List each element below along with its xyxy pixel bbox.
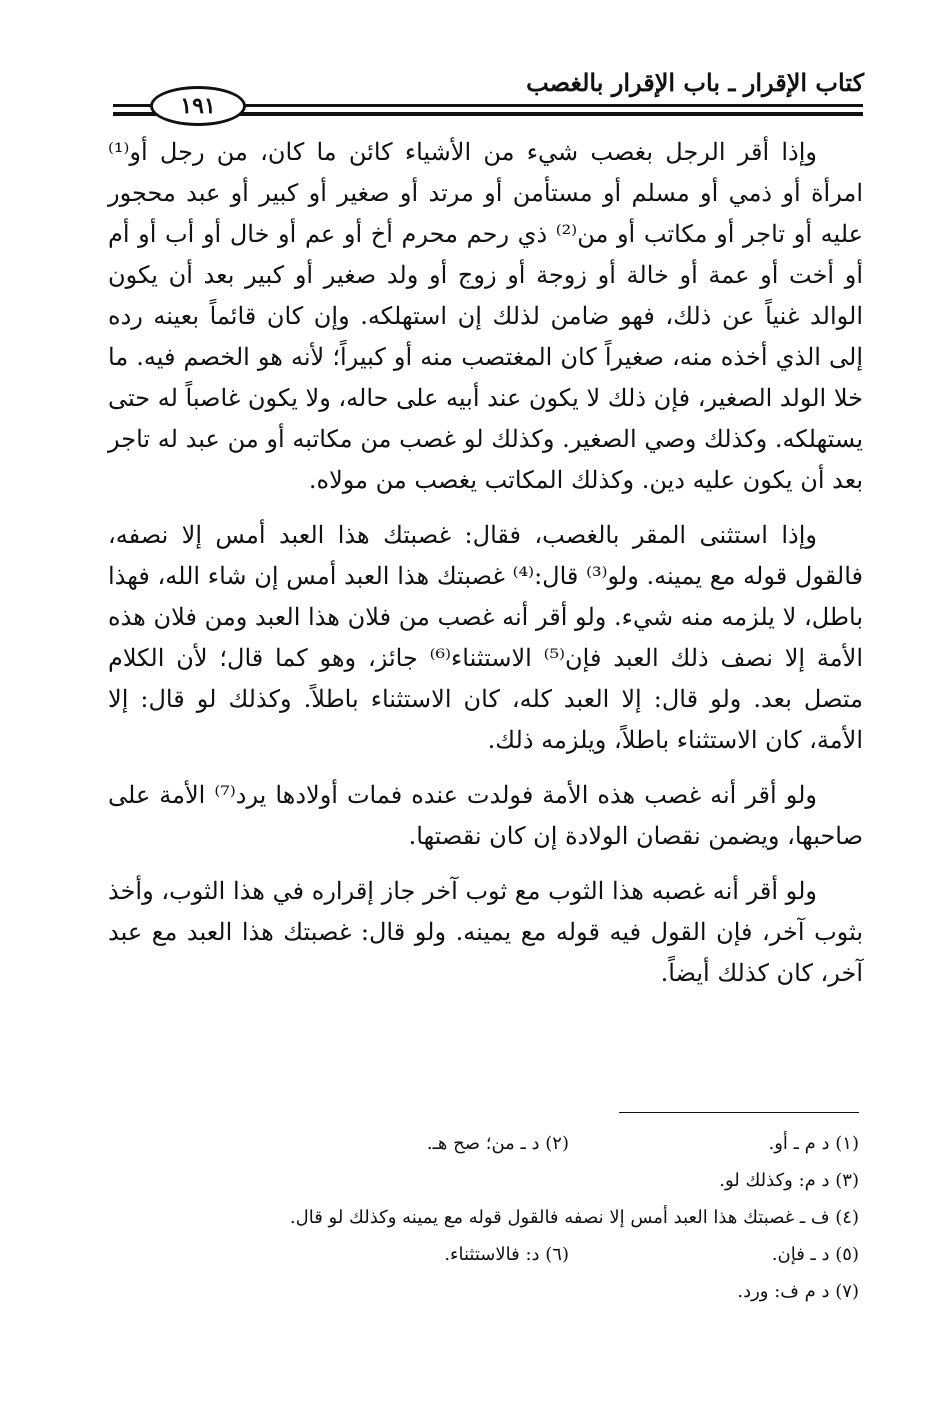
footnote: [279, 1236, 569, 1273]
running-header: كتاب الإقرار ـ باب الإقرار بالغصب: [526, 68, 864, 97]
footnote-text: د م: وكذلك لو.: [719, 1170, 830, 1191]
footnote: [99, 1162, 859, 1199]
footnote-text: د ـ من؛ صح هـ.: [426, 1133, 540, 1154]
footnote-row: [99, 1273, 859, 1310]
footnote-row: [99, 1236, 859, 1273]
footnote-text: د م ف: ورد.: [737, 1281, 830, 1302]
footnote-row: [99, 1125, 859, 1162]
footnotes: [99, 1125, 859, 1310]
main-text: [108, 132, 863, 994]
footnote-separator: [619, 1112, 859, 1113]
footnote-number: (٣): [835, 1170, 859, 1191]
footnote-number: (٦): [545, 1244, 569, 1265]
footnote-number: (٥): [835, 1244, 859, 1265]
page-number: ١٩١: [150, 86, 246, 126]
footnote: [99, 1273, 859, 1310]
footnote-number: (١): [835, 1133, 859, 1154]
paragraph: وإذا أقر الرجل بغصب شيء من الأشياء كائن ما كان، من رجل أو⁽¹⁾ امرأة أو ذمي أو مسلم أو مستأمن أو مرتد أو صغير أو كبير أو عبد محجور عليه أو تاجر أو مكاتب أو من⁽²⁾ ذي رحم محرم أخ أو عم أو خال أو أب أو أم أو أخت أو عمة أو خالة أو زوجة أو زوج أو ولد صغير أو كبير بعد أن يكون الوالد غنياً عن ذلك، فهو ضامن لذلك إن استهلكه. وإن كان قائماً بعينه رده إلى الذي أخذه منه، صغيراً كان المغتصب منه أو كبيراً؛ لأنه هو الخصم فيه. ما خلا الولد الصغير، فإن ذلك لا يكون عند أبيه على حاله، ولا يكون غاصباً له حتى يستهلكه. وكذلك وصي الصغير. وكذلك لو غصب من مكاتبه أو من عبد له تاجر بعد أن يكون عليه دين. وكذلك المكاتب يغصب من مولاه.: [107, 138, 863, 494]
footnote-row: [99, 1162, 859, 1199]
footnote: [569, 1125, 859, 1162]
paragraph: ولو أقر أنه غصبه هذا الثوب مع ثوب آخر جاز إقراره في هذا الثوب، وأخذ بثوب آخر، فإن القول فيه قوله مع يمينه. ولو قال: غصبتك هذا العبد مع عبد آخر، كان كذلك أيضاً.: [108, 877, 863, 987]
footnote-text: د: فالاستثناء.: [444, 1244, 540, 1265]
footnote-text: د م ـ أو.: [768, 1133, 830, 1154]
footnote-number: (٧): [835, 1281, 859, 1302]
paragraph: ولو أقر أنه غصب هذه الأمة فولدت عنده فمات أولادها يرد⁽⁷⁾ الأمة على صاحبها، ويضمن نقصان الولادة إن كان نقصتها.: [108, 781, 863, 850]
footnote-text: د ـ فإن.: [771, 1244, 830, 1265]
footnote-number: (٤): [835, 1207, 859, 1228]
footnote: [279, 1125, 569, 1162]
footnote: [99, 1199, 859, 1236]
footnote-number: (٢): [545, 1133, 569, 1154]
paragraph: وإذا استثنى المقر بالغصب، فقال: غصبتك هذا العبد أمس إلا نصفه، فالقول قوله مع يمينه. ولو⁽³⁾ قال:⁽⁴⁾ غصبتك هذا العبد أمس إن شاء الله، فهذا باطل، لا يلزمه منه شيء. ولو أقر أنه غصب من فلان هذا العبد ومن فلان هذه الأمة إلا نصف ذلك العبد فإن⁽⁵⁾ الاستثناء⁽⁶⁾ جائز، وهو كما قال؛ لأن الكلام متصل بعد. ولو قال: إلا العبد كله، كان الاستثناء باطلاً. وكذلك لو قال: إلا الأمة، كان الاستثناء باطلاً، ويلزمه ذلك.: [108, 521, 864, 754]
footnote-text: ف ـ غصبتك هذا العبد أمس إلا نصفه فالقول قوله مع يمينه وكذلك لو قال.: [289, 1207, 830, 1228]
footnote-row: [99, 1199, 859, 1236]
footnote: [569, 1236, 859, 1273]
